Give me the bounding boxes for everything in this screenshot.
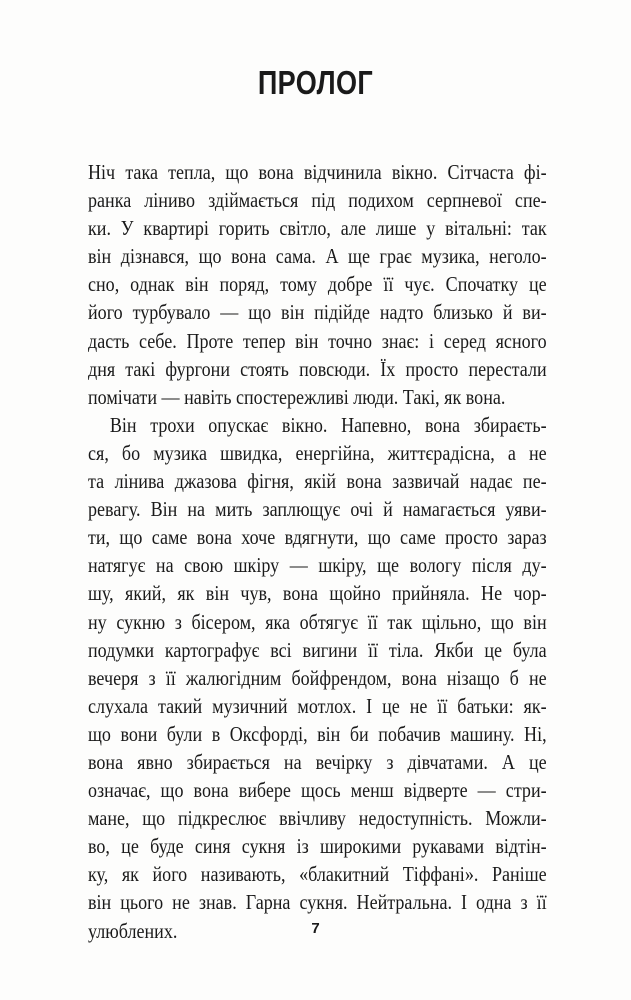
text-line: ну сукню з бісером, яка обтягує її так щільно, що він (88, 609, 547, 634)
text-line: вечеря з її жалюгідним бойфрендом, вона нізащо б не (88, 665, 547, 690)
text-line: ку, як його називають, «блакитний Тіффані». Раніше (88, 862, 547, 887)
text-line: він цього не знав. Гарна сукня. Нейтральна. І одна з її (88, 890, 547, 915)
text-line: ся, бо музика швидка, енергійна, життєрадісна, а не (88, 440, 547, 465)
text-line: Ніч така тепла, що вона відчинила вікно. Сітчаста фі- (88, 160, 547, 184)
text-line: во, це буде синя сукня із широкими рукавами відтін- (88, 834, 547, 859)
text-line: його турбувало — що він підійде надто близько й ви- (88, 300, 547, 325)
text-line: ревагу. Він на мить заплющує очі й намагається уяви- (88, 497, 547, 522)
text-line: мане, що підкреслює ввічливу недоступність. Можли- (88, 806, 547, 831)
text-line: улюблених. (88, 918, 178, 943)
text-line: шу, який, як він чув, вона щойно прийняла. Не чор- (88, 581, 547, 606)
text-line: дасть себе. Проте тепер він точно знає: і серед ясного (88, 328, 547, 353)
text-line: що вони були в Оксфорді, він би побачив машину. Ні, (88, 721, 547, 746)
page-number: 7 (311, 920, 320, 937)
text-line: слухала такий музичний мотлох. І це не її батьки: як- (88, 693, 547, 718)
text-line: ки. У квартирі горить світло, але лише у вітальні: так (88, 216, 547, 241)
text-line: сно, однак він поряд, тому добре її чує. Спочатку це (88, 272, 547, 297)
text-line: він дізнався, що вона сама. А ще грає музика, неголо- (88, 244, 547, 269)
chapter-title: ПРОЛОГ (257, 64, 374, 101)
text-line: ранка ліниво здіймається під подихом серпневої спе- (88, 188, 547, 213)
text-line: дня такі фургони стоять повсюди. Їх просто перестали (88, 356, 547, 381)
text-line: помічати — навіть спостережливі люди. Такі, як вона. (88, 384, 506, 409)
text-line: означає, що вона вибере щось менш відверте — стри- (88, 778, 547, 803)
text-line: та лінива джазова фігня, якій вона зазвичай надає пе- (88, 469, 547, 494)
text-line: ти, що саме вона хоче вдягнути, що саме просто зараз (88, 525, 547, 550)
text-line: натягує на свою шкіру — шкіру, ще вологу після ду- (88, 553, 547, 578)
chapter-body (88, 158, 547, 945)
text-line: вона явно збирається на вечірку з дівчатами. А це (88, 749, 547, 774)
text-line: Він трохи опускає вікно. Напевно, вона збираєть- (109, 412, 547, 437)
text-line: подумки картографує всі вигини її тіла. Якби це була (88, 637, 547, 662)
